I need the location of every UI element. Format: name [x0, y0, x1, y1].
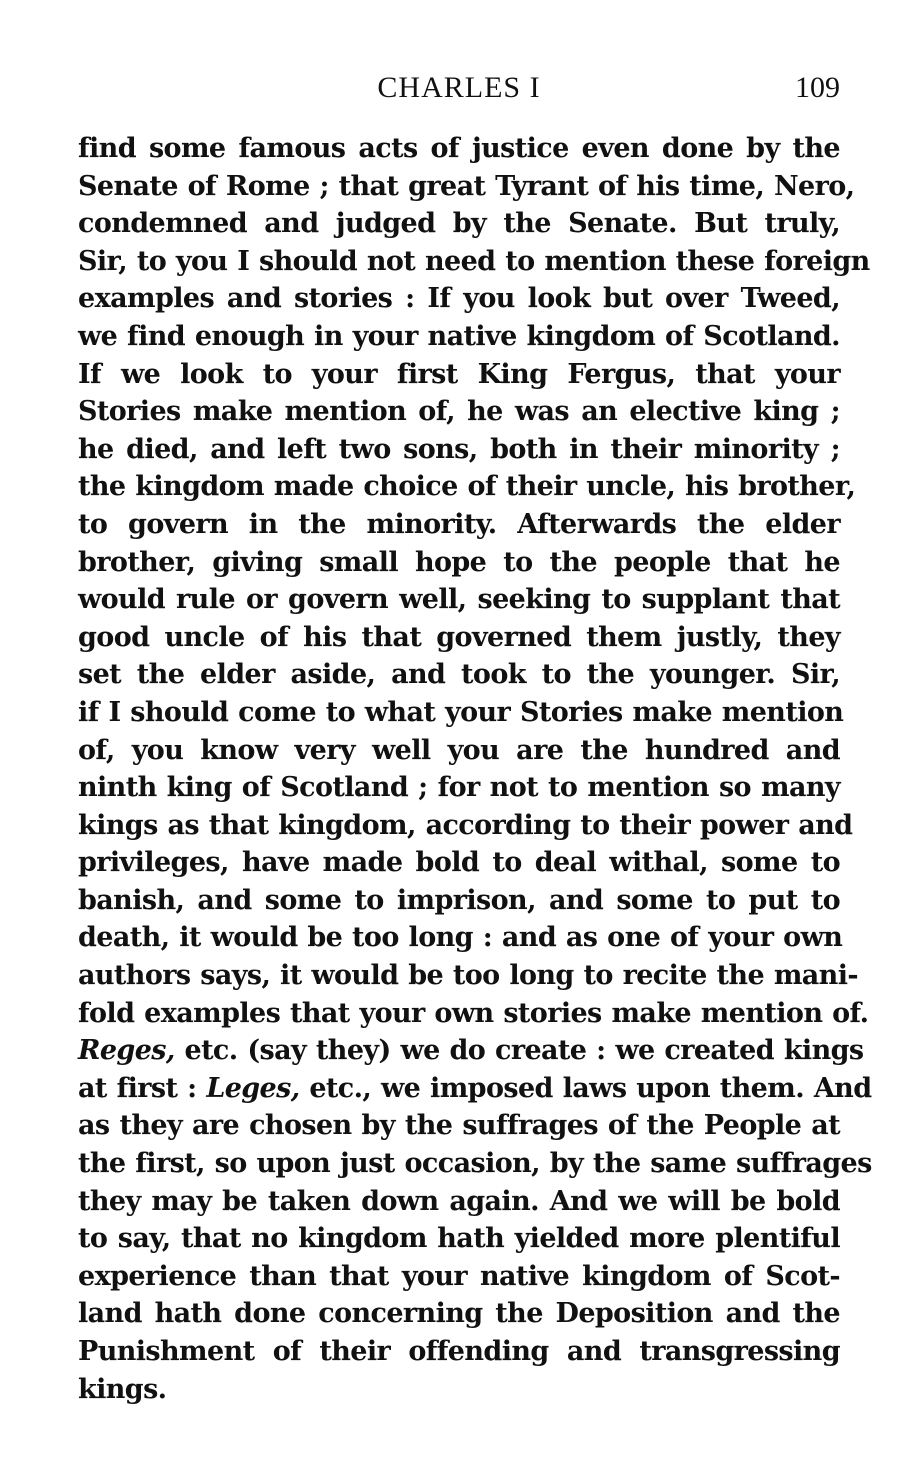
text-line: Punishment of their offending and transgressing	[78, 1336, 840, 1367]
text-line: they may be taken down again. And we will be bold	[78, 1185, 840, 1217]
text-line: banish, and some to imprison, and some to put to	[78, 884, 840, 916]
body-text	[78, 130, 872, 1408]
text-line: we find enough in your native kingdom of Scotland.	[78, 320, 840, 352]
text-line: Senate of Rome ; that great Tyrant of his time, Nero,	[78, 170, 855, 202]
text-line: he died, and left two sons, both in their minority ;	[78, 433, 840, 465]
text-line: would rule or govern well, seeking to supplant that	[78, 584, 840, 616]
text-line: to govern in the minority. Afterwards the elder	[78, 508, 840, 540]
line-rest: etc. (say they) we do create : we created kings	[174, 1035, 864, 1067]
text-line: to say, that no kingdom hath yielded more plentiful	[78, 1223, 840, 1255]
latin-word-leges: Leges,	[206, 1072, 300, 1104]
page-number: 109	[795, 71, 840, 104]
text-line: Stories make mention of, he was an elective king ;	[78, 396, 840, 428]
running-head	[78, 70, 840, 114]
text-line: authors says, it would be too long to recite the mani-	[78, 960, 858, 992]
text-line: kings as that kingdom, according to their power and	[78, 809, 853, 841]
text-line: death, it would be too long : and as one of your own	[78, 922, 843, 954]
text-line: brother, giving small hope to the people that he	[78, 546, 840, 578]
running-title: CHARLES I	[377, 71, 541, 104]
line-end: etc., we imposed laws upon them. And	[299, 1072, 872, 1104]
text-line: Sir, to you I should not need to mention these foreign	[78, 245, 870, 277]
text-line-latin-leges	[78, 1070, 872, 1108]
text-line: the first, so upon just occasion, by the same suffrages	[78, 1148, 872, 1180]
line-start: at first :	[78, 1072, 207, 1104]
text-line: ninth king of Scotland ; for not to mention so many	[78, 772, 840, 804]
text-line: If we look to your first King Fergus, that your	[78, 358, 840, 390]
text-line: land hath done concerning the Deposition and the	[78, 1298, 840, 1330]
text-line: experience than that your native kingdom of Scot-	[78, 1260, 840, 1292]
text-line: set the elder aside, and took to the younger. Sir,	[78, 659, 840, 691]
text-line: fold examples that your own stories make mention of.	[78, 997, 869, 1029]
text-line: good uncle of his that governed them justly, they	[78, 621, 840, 653]
text-line-final: kings.	[78, 1373, 167, 1405]
text-line: examples and stories : If you look but over Tweed,	[78, 283, 840, 315]
text-line-latin-reges	[78, 1032, 864, 1070]
latin-word-reges: Reges,	[78, 1035, 175, 1067]
text-line: as they are chosen by the suffrages of the People at	[78, 1110, 840, 1142]
text-line: of, you know very well you are the hundred and	[78, 734, 840, 766]
text-line: privileges, have made bold to deal withal, some to	[78, 847, 840, 879]
text-line: the kingdom made choice of their uncle, his brother,	[78, 471, 856, 503]
text-line: find some famous acts of justice even done by the	[78, 133, 840, 164]
text-line: condemned and judged by the Senate. But truly,	[78, 208, 840, 240]
text-line: if I should come to what your Stories make mention	[78, 696, 844, 728]
